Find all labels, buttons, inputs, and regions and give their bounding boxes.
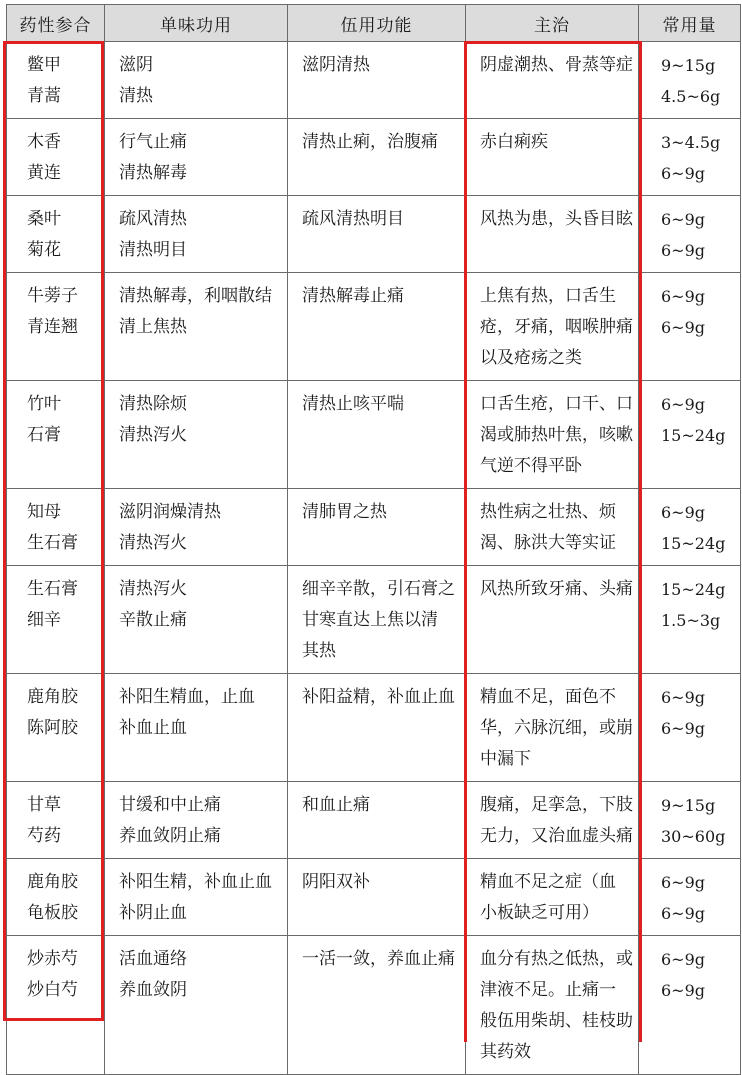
herbs-line: 炒赤芍 [27, 949, 78, 969]
combined-function-line: 一活一敛，养血止痛 [302, 949, 455, 969]
dosage-line: 6~9g [661, 981, 706, 1000]
indication-line: 气逆不得平卧 [480, 456, 582, 476]
herbs-line: 黄连 [27, 163, 61, 183]
herbs-line: 芍药 [27, 826, 61, 846]
combined-function-line: 清热止咳平喘 [302, 394, 404, 414]
indication-line: 精血不足之症（血 [480, 872, 616, 892]
combined-function-line: 细辛辛散，引石膏之 [302, 579, 455, 599]
single-function-line: 补阳生精，补血止血 [119, 872, 272, 892]
single-function-line: 清热明目 [119, 240, 187, 260]
combined-function-line: 滋阴清热 [302, 55, 370, 75]
single-function-cell [105, 782, 288, 859]
dosage-cell [639, 936, 741, 1075]
dosage-line: 6~9g [661, 164, 706, 183]
combined-function-cell [288, 489, 466, 566]
herbs-line: 鹿角胶 [27, 687, 78, 707]
herbs-line: 石膏 [27, 425, 61, 445]
single-function-cell [105, 273, 288, 381]
herbs-line: 陈阿胶 [27, 718, 78, 738]
single-function-line: 清热解毒，利咽散结 [119, 286, 272, 306]
combined-function-cell [288, 674, 466, 782]
header-herbs: 药性参合 [7, 5, 105, 42]
single-function-cell [105, 196, 288, 273]
indication-line: 中漏下 [480, 749, 531, 769]
dosage-line: 6~9g [661, 873, 706, 892]
combined-function-line: 阴阳双补 [302, 872, 370, 892]
dosage-line: 6~9g [661, 904, 706, 923]
dosage-line: 30~60g [661, 827, 726, 846]
combined-function-cell [288, 566, 466, 674]
single-function-line: 养血敛阴 [119, 980, 187, 1000]
indication-line: 口舌生疮，口干、口 [480, 394, 633, 414]
dosage-line: 15~24g [661, 580, 726, 599]
herbs-line: 菊花 [27, 240, 61, 260]
dosage-cell [639, 196, 741, 273]
herbs-line: 鳖甲 [27, 55, 61, 75]
single-function-line: 清热除烦 [119, 394, 187, 414]
dosage-line: 6~9g [661, 950, 706, 969]
combined-function-cell [288, 196, 466, 273]
single-function-line: 辛散止痛 [119, 610, 187, 630]
single-function-line: 活血通络 [119, 949, 187, 969]
header-single-function: 单味功用 [105, 5, 288, 42]
dosage-line: 4.5~6g [661, 87, 721, 106]
herbs-line: 生石膏 [27, 533, 78, 553]
combined-function-cell [288, 859, 466, 936]
herbs-line: 生石膏 [27, 579, 78, 599]
herbs-line: 甘草 [27, 795, 61, 815]
dosage-line: 6~9g [661, 287, 706, 306]
single-function-line: 补阳生精血，止血 [119, 687, 255, 707]
dosage-cell [639, 782, 741, 859]
dosage-line: 9~15g [661, 56, 716, 75]
indication-line: 小板缺乏可用） [480, 903, 599, 923]
indication-line: 腹痛，足挛急，下肢 [480, 795, 633, 815]
single-function-cell [105, 859, 288, 936]
dosage-line: 6~9g [661, 210, 706, 229]
dosage-cell [639, 859, 741, 936]
single-function-line: 补阴止血 [119, 903, 187, 923]
dosage-line: 1.5~3g [661, 611, 721, 630]
herbs-line: 桑叶 [27, 209, 61, 229]
herbs-line: 细辛 [27, 610, 61, 630]
combined-function-line: 清热解毒止痛 [302, 286, 404, 306]
herbs-line: 青连翘 [27, 317, 78, 337]
herbs-line: 竹叶 [27, 394, 61, 414]
combined-function-line: 清热止痢，治腹痛 [302, 132, 438, 152]
indication-column-highlight [464, 41, 642, 1042]
dosage-line: 15~24g [661, 426, 726, 445]
combined-function-line: 和血止痛 [302, 795, 370, 815]
header-row [7, 5, 741, 42]
header-combined-function: 伍用功能 [288, 5, 466, 42]
dosage-cell [639, 566, 741, 674]
indication-line: 精血不足，面色不 [480, 687, 616, 707]
indication-line: 华，六脉沉细，或崩 [480, 718, 633, 738]
single-function-cell [105, 381, 288, 489]
combined-function-cell [288, 273, 466, 381]
dosage-line: 6~9g [661, 395, 706, 414]
single-function-line: 清热泻火 [119, 533, 187, 553]
combined-function-cell [288, 42, 466, 119]
combined-function-line: 清肺胃之热 [302, 502, 387, 522]
indication-line: 渴或肺热叶焦，咳嗽 [480, 425, 633, 445]
single-function-line: 清上焦热 [119, 317, 187, 337]
single-function-cell [105, 489, 288, 566]
header-indication: 主治 [466, 5, 639, 42]
single-function-cell [105, 119, 288, 196]
combined-function-line: 补阳益精，补血止血 [302, 687, 455, 707]
indication-line: 风热所致牙痛、头痛 [480, 579, 633, 599]
combined-function-cell [288, 381, 466, 489]
single-function-line: 清热解毒 [119, 163, 187, 183]
indication-line: 风热为患，头昏目眩 [480, 209, 633, 229]
combined-function-line: 疏风清热明目 [302, 209, 404, 229]
dosage-cell [639, 273, 741, 381]
indication-line: 其药效 [480, 1042, 531, 1062]
dosage-cell [639, 489, 741, 566]
herbs-line: 鹿角胶 [27, 872, 78, 892]
single-function-cell [105, 566, 288, 674]
single-function-cell [105, 674, 288, 782]
single-function-line: 行气止痛 [119, 132, 187, 152]
single-function-line: 滋阴润燥清热 [119, 502, 221, 522]
indication-line: 热性病之壮热、烦 [480, 502, 616, 522]
single-function-line: 养血敛阴止痛 [119, 826, 221, 846]
herbs-line: 牛蒡子 [27, 286, 78, 306]
indication-line: 无力，又治血虚头痛 [480, 826, 633, 846]
combined-function-cell [288, 936, 466, 1075]
dosage-line: 9~15g [661, 796, 716, 815]
indication-line: 血分有热之低热，或 [480, 949, 633, 969]
indication-line: 阴虚潮热、骨蒸等症 [480, 55, 633, 75]
combined-function-cell [288, 119, 466, 196]
indication-line: 上焦有热，口舌生 [480, 286, 616, 306]
dosage-line: 3~4.5g [661, 133, 721, 152]
herbs-line: 知母 [27, 502, 61, 522]
herbs-line: 木香 [27, 132, 61, 152]
indication-line: 以及疮疡之类 [480, 348, 582, 368]
indication-line: 般伍用柴胡、桂枝助 [480, 1011, 633, 1031]
dosage-line: 6~9g [661, 719, 706, 738]
combined-function-cell [288, 782, 466, 859]
single-function-line: 补血止血 [119, 718, 187, 738]
single-function-line: 清热 [119, 86, 153, 106]
dosage-line: 6~9g [661, 318, 706, 337]
header-dosage: 常用量 [639, 5, 741, 42]
indication-line: 渴、脉洪大等实证 [480, 533, 616, 553]
herbs-line: 炒白芍 [27, 980, 78, 1000]
combined-function-line: 其热 [302, 641, 336, 661]
dosage-cell [639, 119, 741, 196]
single-function-cell [105, 936, 288, 1075]
indication-line: 津液不足。止痛一 [480, 980, 616, 1000]
combined-function-line: 甘寒直达上焦以清 [302, 610, 438, 630]
dosage-line: 6~9g [661, 241, 706, 260]
herbs-line: 青蒿 [27, 86, 61, 106]
indication-line: 赤白痢疾 [480, 132, 548, 152]
herbs-line: 龟板胶 [27, 903, 78, 923]
dosage-line: 6~9g [661, 503, 706, 522]
dosage-line: 15~24g [661, 534, 726, 553]
dosage-cell [639, 381, 741, 489]
single-function-line: 疏风清热 [119, 209, 187, 229]
single-function-line: 甘缓和中止痛 [119, 795, 221, 815]
single-function-line: 清热泻火 [119, 425, 187, 445]
single-function-line: 清热泻火 [119, 579, 187, 599]
dosage-cell [639, 674, 741, 782]
single-function-cell [105, 42, 288, 119]
dosage-line: 6~9g [661, 688, 706, 707]
herbs-column-highlight [3, 41, 104, 1021]
dosage-cell [639, 42, 741, 119]
indication-line: 疮，牙痛，咽喉肿痛 [480, 317, 633, 337]
single-function-line: 滋阴 [119, 55, 153, 75]
